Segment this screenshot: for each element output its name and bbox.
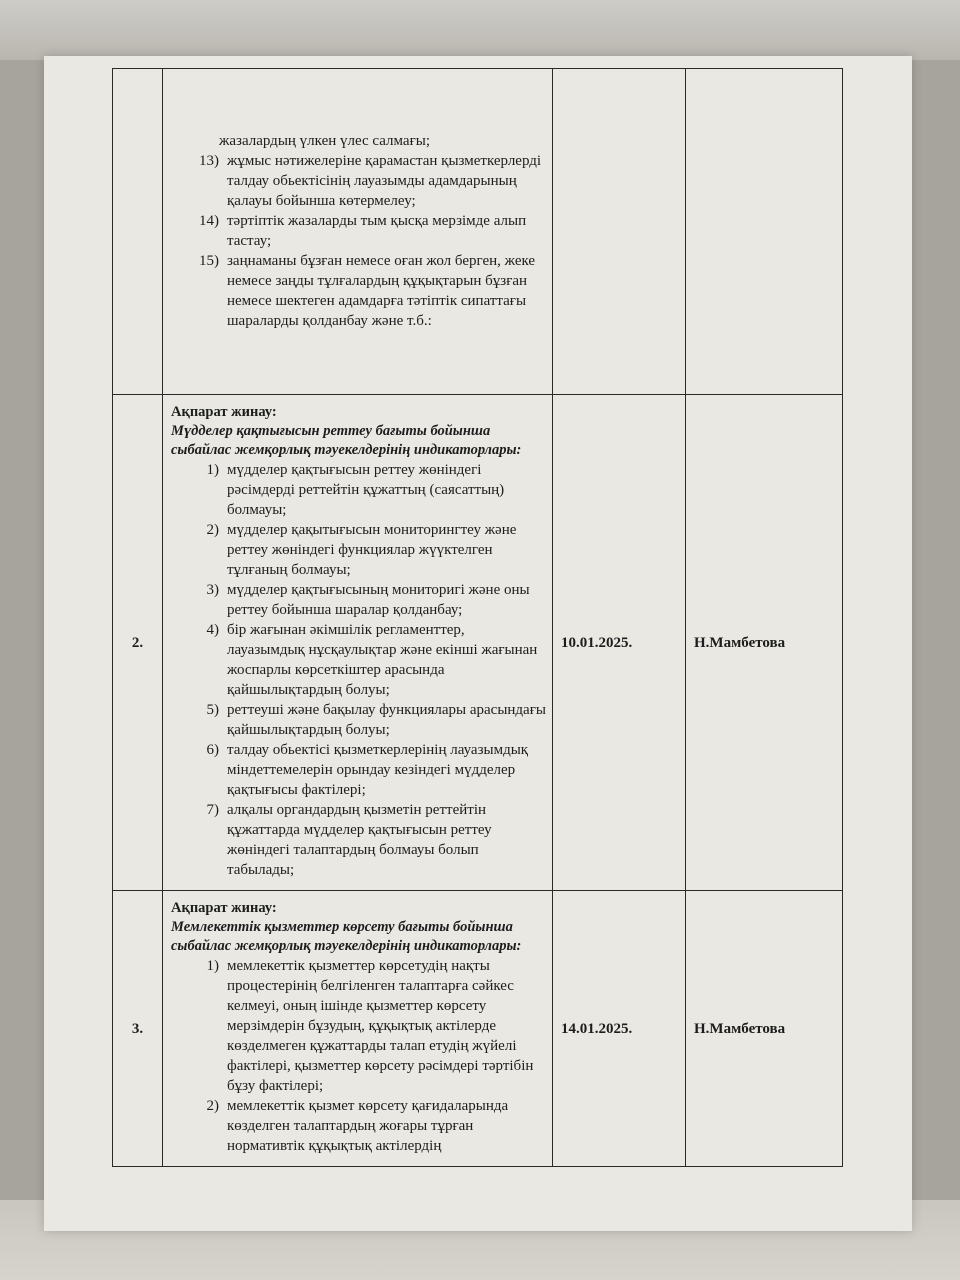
list-item: 1) мемлекеттік қызметтер көрсетудің нақты процестерінің белгіленген талаптарға сәйкес келмеуі, оның ішінде қызметтер көрсету мерзімдерін бұзудың, құқықтық актілерде көзделмеген құжаттарды талап етудің жүйелі фактілері, қызметтер көрсету рәсімдері тәртібін бұзу фактілері; xyxy=(206,958,534,1094)
row-date: 14.01.2025. xyxy=(553,891,686,1167)
table-row xyxy=(113,395,843,891)
row-responsible: Н.Мамбетова xyxy=(686,891,843,1167)
row-number: 3. xyxy=(113,891,163,1167)
list-item: 5) реттеуші және бақылау функциялары арасындағы қайшылықтардың болуы; xyxy=(206,702,546,738)
indicator-list xyxy=(171,460,546,880)
backdrop-wall xyxy=(0,0,960,60)
row-responsible: Н.Мамбетова xyxy=(686,395,843,891)
row-content xyxy=(163,891,553,1167)
section-heading: Ақпарат жинау: xyxy=(171,404,277,420)
list-item: 6) талдау обьектісі қызметкерлерінің лауазымдық міндеттемелерін орындау кезіндегі мүдделер қақтығысы фактілері; xyxy=(206,742,529,798)
list-item: 4) бір жағынан әкімшілік регламенттер, лауазымдық нұсқаулықтар және екінші жағынан жоспарлы көрсеткіштер арасында қайшылықтардың болуы; xyxy=(206,622,538,698)
row-responsible xyxy=(686,69,843,395)
continued-line: жазалардың үлкен үлес салмағы; xyxy=(219,132,430,149)
row-content xyxy=(163,69,553,395)
list-item: 2) мүдделер қақытығысын мониторингтеу және реттеу жөніндегі функциялар жүүктелген тұлғаның болмауы; xyxy=(206,522,517,578)
section-subheading: Мемлекеттік қызметтер көрсету бағыты бойынша сыбайлас жемқорлық тәуекелдерінің индикаторлары: xyxy=(171,919,522,954)
row-number xyxy=(113,69,163,395)
indicator-list xyxy=(171,956,546,1156)
row-date: 10.01.2025. xyxy=(553,395,686,891)
list-item: 15) заңнаманы бұзған немесе оған жол берген, жеке немесе заңды тұлғалардың құқықтарын бұзған немесе шектеген адамдарға тәтіптік сипаттағы шараларды қолданбау және т.б.: xyxy=(199,252,536,329)
list-item: 7) алқалы органдардың қызметін реттейтін құжаттарда мүдделер қақтығысын реттеу жөніндегі талаптардың болмауы болып табылады; xyxy=(206,802,492,878)
list-item: 1) мүдделер қақтығысын реттеу жөніндегі рәсімдерді реттейтін құжаттың (саясаттың) болмауы; xyxy=(206,462,505,518)
list-item: 2) мемлекеттік қызмет көрсету қағидаларында көзделген талаптардың жоғары тұрған нормативтік құқықтық актілердің xyxy=(206,1098,509,1154)
section-subheading: Мүдделер қақтығысын реттеу бағыты бойынша сыбайлас жемқорлық тәуекелдерінің индикаторлары: xyxy=(171,423,522,458)
list-item: 3) мүдделер қақтығысының мониторигі және оны реттеу бойынша шаралар қолданбау; xyxy=(206,582,530,618)
list-item: 14) тәртіптік жазаларды тым қысқа мерзімде алып тастау; xyxy=(199,212,527,249)
indicator-list xyxy=(171,151,546,331)
section-heading: Ақпарат жинау: xyxy=(171,900,277,916)
document-table xyxy=(112,68,843,1167)
table-row xyxy=(113,69,843,395)
list-item: 13) жұмыс нәтижелеріне қарамастан қызметкерлерді талдау обьектісінің лауазымды адамдарының қалауы бойынша көтермелеу; xyxy=(199,152,542,209)
row-number: 2. xyxy=(113,395,163,891)
row-content xyxy=(163,395,553,891)
row-date xyxy=(553,69,686,395)
table-row xyxy=(113,891,843,1167)
